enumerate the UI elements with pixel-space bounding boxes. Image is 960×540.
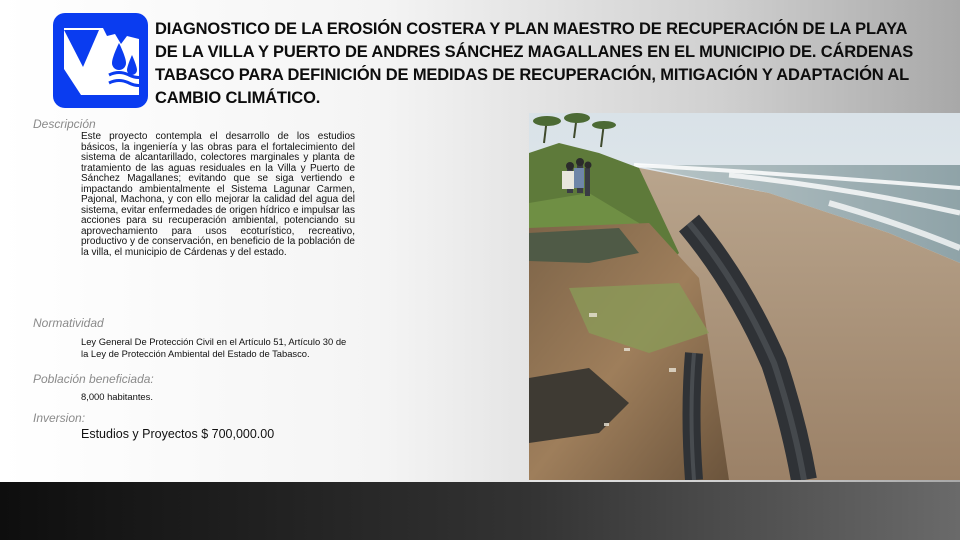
water-agency-logo-icon <box>53 13 148 108</box>
page-title: DIAGNOSTICO DE LA EROSIÓN COSTERA Y PLAN MAESTRO DE RECUPERACIÓN DE LA PLAYA DE LA VILLA Y PUERTO DE ANDRES SÁNCHEZ MAGALLANES EN EL MUNICIPIO DE. CÁRDENAS TABASCO PARA DEFINICIÓN DE MEDIDAS DE RECUPERACIÓN, MITIGACIÓN Y ADAPTACIÓN AL CAMBIO CLIMÁTICO. <box>155 20 914 107</box>
coastal-erosion-photo <box>529 113 960 480</box>
footer-bar <box>0 482 960 540</box>
inversion-text: Estudios y Proyectos $ 700,000.00 <box>81 427 275 441</box>
poblacion-label: Población beneficiada: <box>33 372 154 386</box>
poblacion-text: 8,000 habitantes. <box>81 391 153 402</box>
normatividad-label: Normatividad <box>33 316 104 330</box>
normatividad-text: Ley General De Protección Civil en el Artículo 51, Artículo 30 de la Ley de Protección Ambiental del Estado de Tabasco. <box>81 336 347 359</box>
descripcion-text: Este proyecto contempla el desarrollo de los estudios básicos, la ingeniería y las obras para el fortalecimiento del sistema de alcantarillado, colectores marginales y planta de tratamiento de las aguas residuales en la Villa y Puerto de Sánchez Magallanes; evitando que se siga vertiendo e impactando ambientalmente el Sistema Lagunar Carmen, Pajonal, Machona, y con ello mejorar la calidad del agua del sistema, evitar enfermedades de origen hídrico e impulsar las acciones para su recuperación ambiental, potenciando su aprovechamiento para usos ecoturístico, recreativo, productivo y de conservación, en beneficio de la población de la villa, el municipio de Cárdenas y del estado. <box>81 131 355 258</box>
inversion-label: Inversion: <box>33 411 86 425</box>
descripcion-label: Descripción <box>33 117 96 131</box>
